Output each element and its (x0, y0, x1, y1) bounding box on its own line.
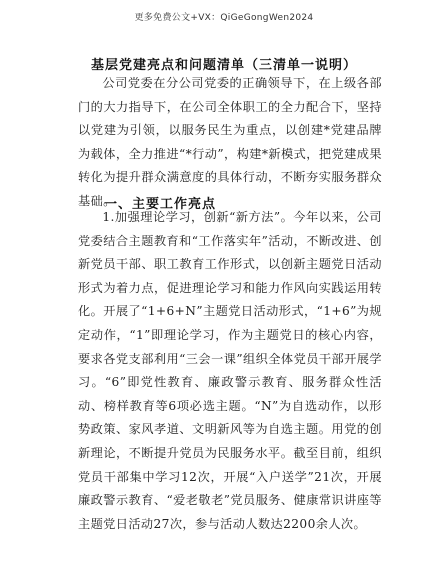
intro-paragraph: 公司党委在分公司党委的正确领导下，在上级各部门的大力指导下，在公司全体职工的全力配合下，坚持以党建为引领，以服务民生为重点，以创建*党建品牌为载体，全力推进“*行动”，构建*新模式，把党建成果转化为提升群众满意度的具体行动，不断夯实服务群众基础。 (78, 76, 382, 208)
section-heading: 一、主要工作亮点 (104, 197, 217, 212)
header-note: 更多免费公文+VX：QiGeGongWen2024 (134, 13, 314, 23)
section-paragraph: 1.加强理论学习，创新“新方法”。今年以来，公司党委结合主题教育和“工作落实年”活动，不断改进、创新党员干部、职工教育工作形式，以创新主题党日活动形式为着力点，促进理论学习和能力作风向实践运用转化。开展了“1+6+N”主题党日活动形式，“1+6”为规定动作，“1”即理论学习，作为主题党日的核心内容，要求各党支部利用“三会一课”组织全体党员干部开展学习。“6”即党性教育、廉政警示教育、服务群众性活动、榜样教育等6项必选主题。“N”为自选动作，以形势政策、家风孝道、文明新风等为自选主题。用党的创新理论，不断提升党员为民服务水平。截至目前，组织党员干部集中学习12次，开展“入户送学”21次，开展廉政警示教育、“爱老敬老”党员服务、健康常识讲座等主题党日活动27次，参与活动人数达2200余人次。 (78, 210, 382, 531)
document-title: 基层党建亮点和问题清单（三清单一说明） (90, 58, 357, 73)
